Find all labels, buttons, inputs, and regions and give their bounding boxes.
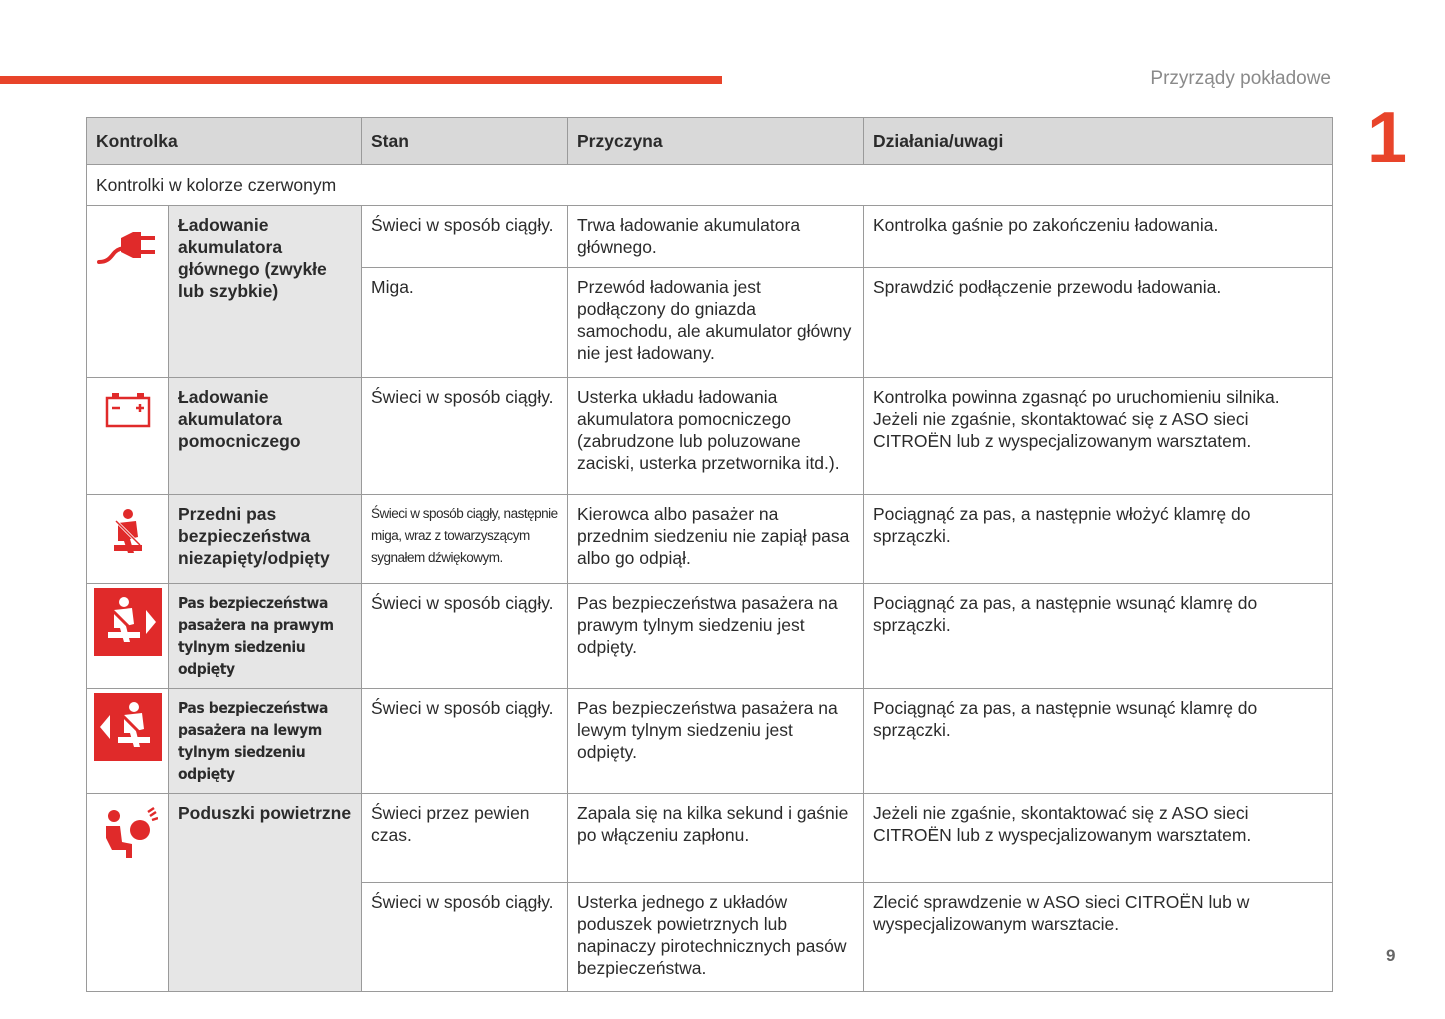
- action-cell: Zlecić sprawdzenie w ASO sieci CITROËN lub w wyspecjalizowanym warsztacie.: [864, 883, 1333, 992]
- indicator-name: Pas bezpieczeństwa pasażera na prawym tylnym siedzeniu odpięty: [169, 584, 362, 689]
- cause-cell: Przewód ładowania jest podłączony do gniazda samochodu, ale akumulator główny nie jest ładowany.: [568, 268, 864, 378]
- action-cell: Jeżeli nie zgaśnie, skontaktować się z ASO sieci CITROËN lub z wyspecjalizowanym warsztatem.: [864, 794, 1333, 883]
- action-cell: Pociągnąć za pas, a następnie włożyć klamrę do sprzączki.: [864, 495, 1333, 584]
- rear-right-seatbelt-icon: [87, 584, 169, 689]
- table-header-row: [87, 118, 1333, 165]
- table-row: [87, 206, 1333, 268]
- section-label: Kontrolki w kolorze czerwonym: [87, 165, 1333, 206]
- cause-cell: Usterka układu ładowania akumulatora pomocniczego (zabrudzone lub poluzowane zaciski, usterka przetwornika itd.).: [568, 378, 864, 495]
- state-cell: Świeci w sposób ciągły.: [362, 584, 568, 689]
- cause-cell: Kierowca albo pasażer na przednim siedzeniu nie zapiął pasa albo go odpiął.: [568, 495, 864, 584]
- indicator-name: Pas bezpieczeństwa pasażera na lewym tylnym siedzeniu odpięty: [169, 689, 362, 794]
- chapter-number: 1: [1367, 98, 1408, 178]
- table-row: [87, 584, 1333, 689]
- cause-cell: Pas bezpieczeństwa pasażera na lewym tylnym siedzeniu jest odpięty.: [568, 689, 864, 794]
- cause-cell: Trwa ładowanie akumulatora głównego.: [568, 206, 864, 268]
- state-cell: Świeci w sposób ciągły.: [362, 689, 568, 794]
- accent-bar: [0, 76, 722, 84]
- table-row: [87, 794, 1333, 883]
- column-header: Stan: [362, 118, 568, 165]
- state-cell: Świeci w sposób ciągły, następnie miga, wraz z towarzyszącym sygnałem dźwiękowym.: [362, 495, 568, 584]
- rear-left-seatbelt-icon: [87, 689, 169, 794]
- indicator-name: Ładowanie akumulatora pomocniczego: [169, 378, 362, 495]
- state-cell: Miga.: [362, 268, 568, 378]
- battery-icon: [87, 378, 169, 495]
- column-header: Przyczyna: [568, 118, 864, 165]
- cause-cell: Zapala się na kilka sekund i gaśnie po włączeniu zapłonu.: [568, 794, 864, 883]
- action-cell: Kontrolka gaśnie po zakończeniu ładowania.: [864, 206, 1333, 268]
- column-header: Działania/uwagi: [864, 118, 1333, 165]
- action-cell: Pociągnąć za pas, a następnie wsunąć klamrę do sprzączki.: [864, 689, 1333, 794]
- airbag-icon: [87, 794, 169, 992]
- action-cell: Pociągnąć za pas, a następnie wsunąć klamrę do sprzączki.: [864, 584, 1333, 689]
- indicator-name: Ładowanie akumulatora głównego (zwykłe lub szybkie): [169, 206, 362, 378]
- seatbelt-icon: [87, 495, 169, 584]
- section-title: Przyrządy pokładowe: [1150, 68, 1331, 89]
- warning-lights-table: [86, 117, 1333, 992]
- page-number: 9: [1386, 946, 1396, 965]
- charging-plug-icon: [87, 206, 169, 378]
- column-header: Kontrolka: [87, 118, 362, 165]
- state-cell: Świeci w sposób ciągły.: [362, 206, 568, 268]
- indicator-name: Przedni pas bezpieczeństwa niezapięty/odpięty: [169, 495, 362, 584]
- section-row: [87, 165, 1333, 206]
- table-row: [87, 378, 1333, 495]
- cause-cell: Pas bezpieczeństwa pasażera na prawym tylnym siedzeniu jest odpięty.: [568, 584, 864, 689]
- action-cell: Sprawdzić podłączenie przewodu ładowania.: [864, 268, 1333, 378]
- action-cell: Kontrolka powinna zgasnąć po uruchomieniu silnika. Jeżeli nie zgaśnie, skontaktować się z ASO sieci CITROËN lub z wyspecjalizowanym warsztatem.: [864, 378, 1333, 495]
- table-row: [87, 495, 1333, 584]
- indicator-name: Poduszki powietrzne: [169, 794, 362, 992]
- cause-cell: Usterka jednego z układów poduszek powietrznych lub napinaczy pirotechnicznych pasów bezpieczeństwa.: [568, 883, 864, 992]
- table-row: [87, 689, 1333, 794]
- state-cell: Świeci w sposób ciągły.: [362, 378, 568, 495]
- state-cell: Świeci przez pewien czas.: [362, 794, 568, 883]
- state-cell: Świeci w sposób ciągły.: [362, 883, 568, 992]
